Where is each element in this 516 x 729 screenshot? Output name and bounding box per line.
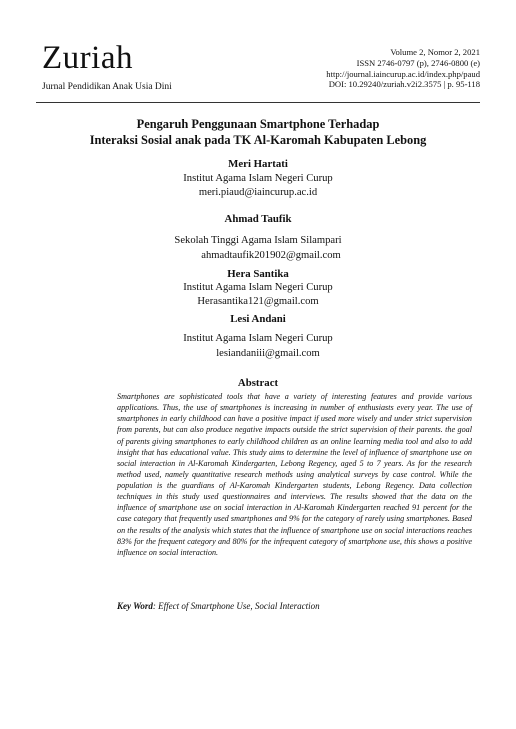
author-email[interactable]: ahmadtaufik201902@gmail.com	[201, 250, 341, 261]
author-email[interactable]: lesiandaniii@gmail.com	[216, 348, 320, 359]
author-email[interactable]: meri.piaud@iaincurup.ac.id	[198, 187, 318, 198]
author-affiliation: Institut Agama Islam Negeri Curup	[183, 333, 333, 344]
keywords-text: : Effect of Smartphone Use, Social Interaction	[152, 601, 320, 611]
doi-info: DOI: 10.29240/zuriah.v2i2.3575 | p. 95-118	[328, 79, 480, 90]
journal-meta	[326, 47, 480, 90]
abstract-body: Smartphones are sophisticated tools that have a variety of interesting features and provide various applications. Thus, the use of smartphones is increasing in number of enthusiasts every year. The use of smartphones in early childhood can have a positive impact if used more wisely and under strict supervision from parents, but can also produce negative impacts outside the strict supervision of their parents. the goal of parents giving smartphones to early childhood children as an online learning media tool and also to add insight that has educational value. This study aims to determine the level of influence of smartphone use on social interaction in Al-Karomah Kindergarten, Lebong Regency, aged 5 to 7 years. As for the research method used, namely quantitative research methods using analytical surveys by case control. While the population is the guardians of Al-Karomah Kindergarten students, Lebong Regency. Data collection techniques in this study used questionnaires and interviews. The results showed that the data on the influence of smartphone use on social interaction in Al-Karomah Kindergarten reached 91 percent for the case category that frequently used smartphones and 9% for the category of rarely using smartphones. Based on the results of the analysis which states that the influence of smartphone use on social interactions reaches 83% for the frequent category and 80% for the infrequent category of smartphone use, this shows a positive influence on social interaction.	[117, 392, 472, 557]
issn-info: ISSN 2746-0797 (p), 2746-0800 (e)	[356, 57, 480, 68]
article-title	[0, 117, 516, 148]
author-affiliation: Institut Agama Islam Negeri Curup	[183, 173, 333, 184]
abstract-heading: Abstract	[237, 377, 279, 389]
journal-url[interactable]: http://journal.iaincurup.ac.id/index.php/paud	[326, 68, 480, 79]
volume-info: Volume 2, Nomor 2, 2021	[390, 47, 480, 57]
author-name: Lesi Andani	[230, 313, 286, 325]
title-line-2: Interaksi Sosial anak pada TK Al-Karomah Kabupaten Lebong	[89, 132, 427, 147]
author-name: Meri Hartati	[228, 158, 288, 170]
keywords-label: Key Word	[117, 601, 153, 611]
journal-subtitle: Jurnal Pendidikan Anak Usia Dini	[42, 82, 172, 92]
author-affiliation: Sekolah Tinggi Agama Islam Silampari	[174, 235, 342, 246]
author-name: Hera Santika	[227, 268, 289, 280]
title-line-1: Pengaruh Penggunaan Smartphone Terhadap	[136, 117, 380, 131]
author-name: Ahmad Taufik	[224, 213, 292, 225]
keywords	[117, 601, 472, 611]
author-email[interactable]: Herasantika121@gmail.com	[197, 296, 319, 307]
header-rule	[36, 102, 480, 103]
journal-name: Zuriah	[42, 40, 133, 76]
author-affiliation: Institut Agama Islam Negeri Curup	[183, 282, 333, 293]
